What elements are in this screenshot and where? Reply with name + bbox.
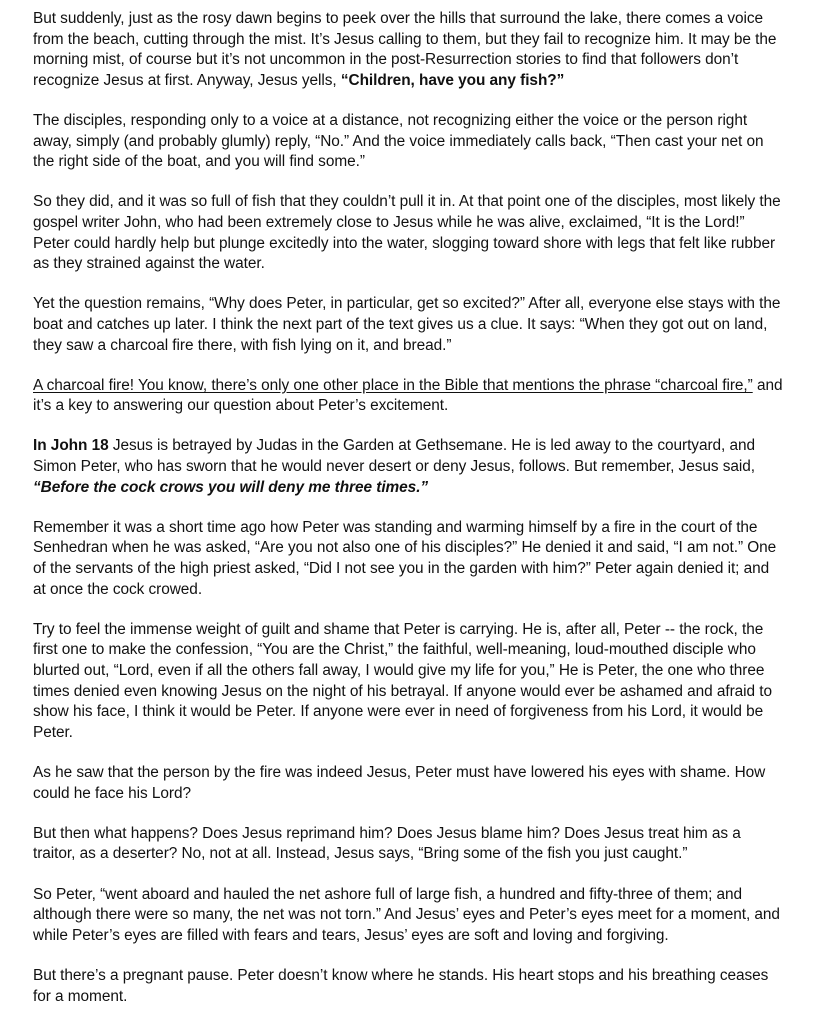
paragraph-1-bold-quote: “Children, have you any fish?” bbox=[340, 71, 565, 89]
paragraph-1 bbox=[33, 9, 785, 91]
document-page bbox=[33, 9, 785, 1007]
paragraph-8: Try to feel the immense weight of guilt and shame that Peter is carrying. He is, after all, Peter -- the rock, the first one to make the confession, “You are the Christ,” the faithful, well-meaning, loud-mouthed disciple who blurted out, “Lord, even if all the others fall away, I would give my life for you,” He is Peter, the one who three times denied even knowing Jesus on the night of his betrayal. If anyone would ever be ashamed and afraid to show his face, I think it would be Peter. If anyone were ever in need of forgiveness from his Lord, it would be Peter. bbox=[33, 620, 773, 741]
paragraph-5 bbox=[33, 376, 785, 417]
paragraph-9: As he saw that the person by the fire was indeed Jesus, Peter must have lowered his eyes with shame. How could he face his Lord? bbox=[33, 763, 766, 802]
paragraph-4: Yet the question remains, “Why does Peter, in particular, get so excited?” After all, everyone else stays with the boat and catches up later. I think the next part of the text gives us a clue. It says: “When they got out on land, they saw a charcoal fire there, with fish lying on it, and bread.” bbox=[33, 295, 781, 354]
paragraph-6-text: Jesus is betrayed by Judas in the Garden at Gethsemane. He is led away to the courtyard, and Simon Peter, who has sworn that he would never desert or deny Jesus, follows. But remember, Jesus said, bbox=[33, 437, 756, 476]
paragraph-10: But then what happens? Does Jesus reprimand him? Does Jesus blame him? Does Jesus treat him as a traitor, as a deserter? No, not at all. Instead, Jesus says, “Bring some of the fish you just caught.” bbox=[33, 824, 741, 863]
paragraph-2: The disciples, responding only to a voice at a distance, not recognizing either the voice or the person right away, simply (and probably glumly) reply, “No.” And the voice immediately calls back, “Then cast your net on the right side of the boat, and you will find some.” bbox=[33, 111, 764, 171]
paragraph-12: But there’s a pregnant pause. Peter doesn’t know where he stands. His heart stops and his breathing ceases for a moment. bbox=[33, 966, 769, 1005]
paragraph-6-bold-italic-quote: “Before the cock crows you will deny me three times.” bbox=[33, 478, 429, 496]
paragraph-11: So Peter, “went aboard and hauled the net ashore full of large fish, a hundred and fifty-three of them; and although there were so many, the net was not torn.” And Jesus’ eyes and Peter’s eyes meet for a moment, and while Peter’s eyes are filled with fears and tears, Jesus’ eyes are soft and loving and forgiving. bbox=[33, 885, 780, 944]
paragraph-1-text: But suddenly, just as the rosy dawn begins to peek over the hills that surround the lake, there comes a voice from the beach, cutting through the mist. It’s Jesus calling to them, but they fail to recognize him. It may be the morning mist, of course but it’s not uncommon in the post-Resurrection stories to find that followers don’t recognize Jesus at first. Anyway, Jesus yells, bbox=[33, 10, 777, 89]
paragraph-7: Remember it was a short time ago how Peter was standing and warming himself by a fire in the court of the Senhedran when he was asked, “Are you not also one of his disciples?” He denied it and said, “I am not.” One of the servants of the high priest asked, “Did I not see you in the garden with him?” Peter again denied it; and at once the cock crowed. bbox=[33, 518, 777, 598]
paragraph-5-text: and it’s a key to answering our question about Peter’s excitement. bbox=[33, 376, 783, 415]
paragraph-5-underlined-text: A charcoal fire! You know, there’s only one other place in the Bible that mentions the phrase “charcoal fire,” bbox=[33, 376, 753, 394]
paragraph-3: So they did, and it was so full of fish that they couldn’t pull it in. At that point one of the disciples, most likely the gospel writer John, who had been extremely close to Jesus while he was alive, exclaimed, “It is the Lord!” Peter could hardly help but plunge excitedly into the water, slogging toward shore with legs that felt like rubber as they strained against the water. bbox=[33, 193, 781, 273]
paragraph-6-bold-reference: In John 18 bbox=[33, 437, 109, 455]
paragraph-6 bbox=[33, 436, 785, 498]
